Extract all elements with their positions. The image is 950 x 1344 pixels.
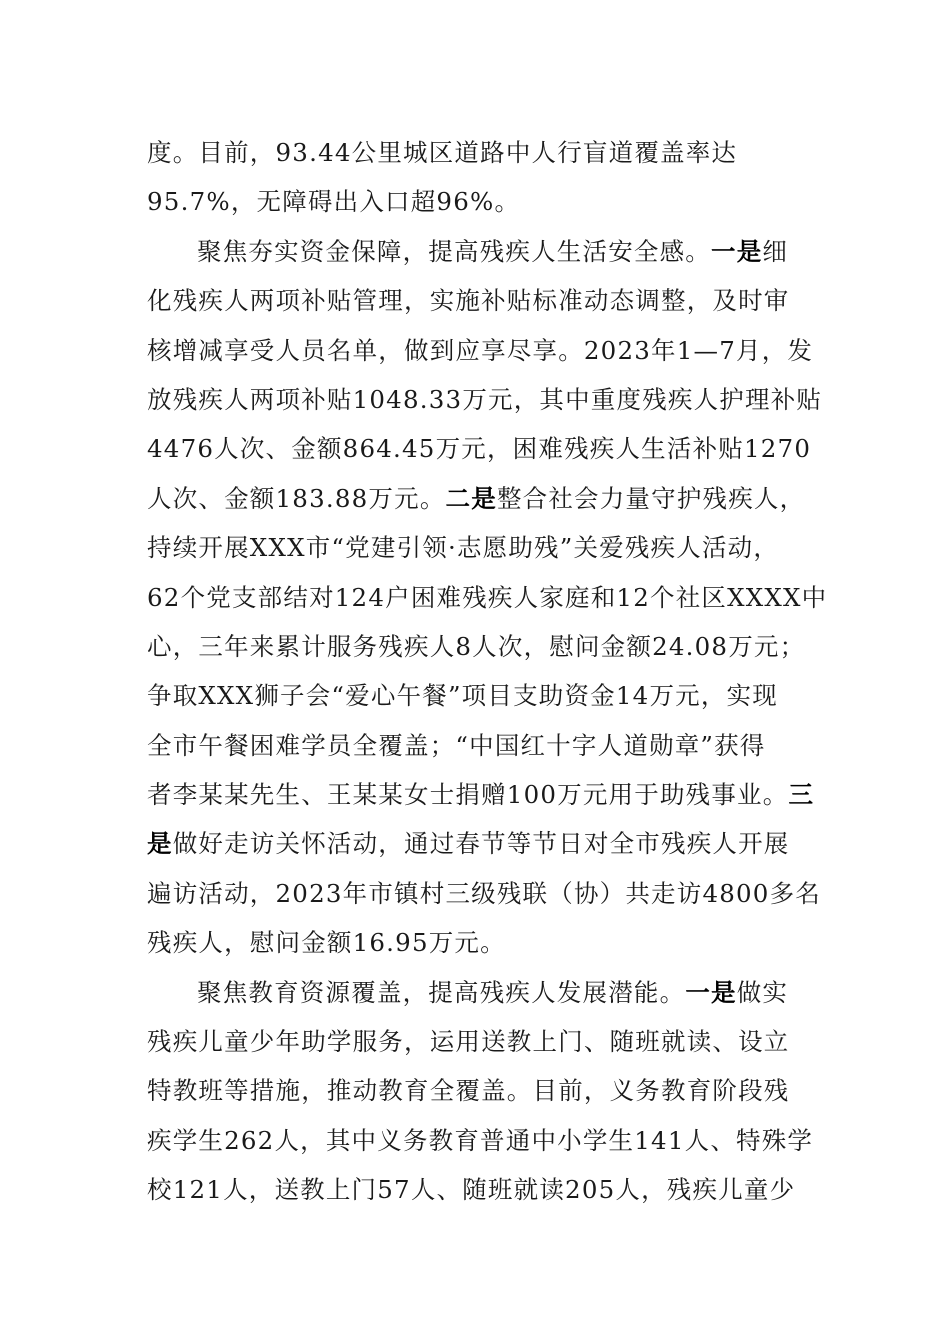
line-text: 聚焦教育资源覆盖，提高残疾人发展潜能。 — [197, 977, 686, 1007]
text-line — [147, 326, 814, 375]
paragraph — [147, 968, 814, 1215]
body-text — [147, 128, 828, 1215]
line-text: 4476人次、金额864.45万元，困难残疾人生活补贴1270 — [147, 434, 812, 464]
line-text: 95.7%，无障碍出入口超96%。 — [147, 187, 521, 217]
line-text: 做好走访关怀活动，通过春节等节日对全市残疾人开展 — [172, 829, 790, 859]
emphasis-text: 二是 — [445, 483, 497, 513]
text-line — [147, 128, 809, 177]
text-line — [147, 227, 809, 276]
emphasis-text: 三 — [788, 780, 815, 810]
line-text: 做实 — [736, 977, 789, 1007]
line-text: 化残疾人两项补贴管理，实施补贴标准动态调整，及时审 — [147, 286, 790, 316]
line-text: 残疾儿童少年助学服务，运用送教上门、随班就读、设立 — [147, 1027, 790, 1057]
line-text: 细 — [762, 236, 789, 266]
text-line — [147, 819, 809, 868]
text-line — [147, 918, 809, 967]
text-line — [147, 276, 809, 325]
line-text: 心，三年来累计服务残疾人8人次，慰问金额24.08万元； — [147, 631, 806, 661]
text-line — [147, 1165, 809, 1214]
paragraph — [147, 128, 809, 227]
line-text: 残疾人，慰问金额16.95万元。 — [147, 928, 506, 958]
line-text: 持续开展XXX市“党建引领·志愿助残”关爱残疾人活动， — [147, 533, 780, 563]
line-text: 度。目前，93.44公里城区道路中人行盲道覆盖率达 — [147, 138, 738, 167]
text-line — [147, 1116, 814, 1165]
line-text: 疾学生262人，其中义务教育普通中小学生141人、特殊学 — [147, 1125, 814, 1155]
line-text: 者李某某先生、王某某女士捐赠100万元用于助残事业。 — [147, 780, 789, 810]
text-line — [147, 770, 815, 819]
line-text: 遍访活动，2023年市镇村三级残联（协）共走访4800多名 — [147, 878, 821, 908]
line-text: 核增减享受人员名单，做到应享尽享。2023年1—7月，发 — [147, 335, 814, 365]
paragraph — [147, 227, 828, 968]
line-text: 特教班等措施，推动教育全覆盖。目前，义务教育阶段残 — [147, 1076, 790, 1106]
emphasis-text: 是 — [147, 829, 173, 859]
line-text: 人次、金额183.88万元。 — [147, 483, 446, 513]
text-line — [147, 1066, 809, 1115]
text-line — [147, 424, 812, 473]
text-line — [147, 573, 828, 622]
text-line — [147, 622, 809, 671]
line-text: 放残疾人两项补贴1048.33万元，其中重度残疾人护理补贴 — [147, 384, 823, 414]
text-line — [147, 523, 809, 572]
text-line — [147, 375, 823, 424]
emphasis-text: 一是 — [685, 977, 737, 1007]
text-line — [147, 869, 821, 918]
text-line — [147, 671, 809, 720]
line-text: 62个党支部结对124户困难残疾人家庭和12个社区XXXX中 — [147, 582, 828, 612]
text-line — [147, 1017, 809, 1066]
text-line — [147, 177, 809, 226]
line-text: 争取XXX狮子会“爱心午餐”项目支助资金14万元，实现 — [147, 681, 778, 711]
text-line — [147, 968, 809, 1017]
line-text: 全市午餐困难学员全覆盖；“中国红十字人道勋章”获得 — [147, 730, 766, 760]
line-text: 校121人，送教上门57人、随班就读205人，残疾儿童少 — [147, 1175, 796, 1205]
emphasis-text: 一是 — [711, 236, 763, 266]
line-text: 聚焦夯实资金保障，提高残疾人生活安全感。 — [197, 236, 711, 266]
text-line — [147, 721, 809, 770]
text-line — [147, 474, 809, 523]
line-text: 整合社会力量守护残疾人， — [496, 483, 806, 513]
